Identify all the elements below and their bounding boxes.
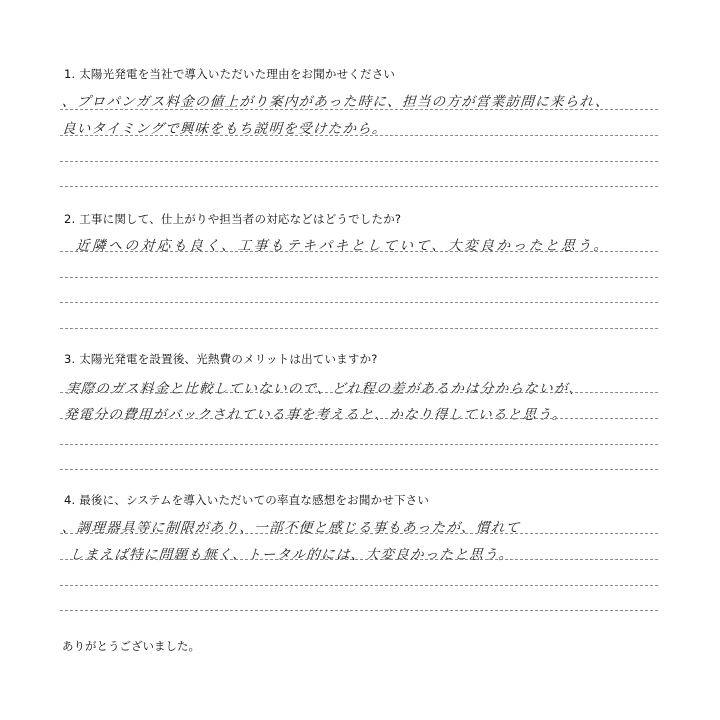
answer-3-line-2: 発電分の費用がバックされている事を考えると、かなり得していると思う。: [63, 407, 568, 423]
answer-line: [60, 559, 658, 560]
answer-line: [60, 392, 658, 393]
answer-1-line-2: 良いタイミングで興味をもち説明を受けたから。: [61, 121, 388, 137]
answer-1-line-1: 、プロパンガス料金の値上がり案内があった時に、担当の方が営業訪問に来られ、: [61, 94, 611, 110]
answer-2-line-1: 近隣への対応も良く、工事もテキパキとしていて、大変良かったと思う。: [75, 238, 611, 254]
answer-line: [60, 109, 658, 110]
closing-message: ありがとうございました。: [62, 639, 200, 653]
answer-line: [60, 444, 658, 445]
answer-4-line-1: 、調理器具等に制限があり、一部不便と感じる事もあったが、慣れて: [61, 520, 521, 536]
answer-line: [60, 135, 658, 136]
answer-line: [60, 418, 658, 419]
answer-line: [60, 186, 658, 187]
answer-line: [60, 610, 658, 611]
answer-4-line-2: しまえば特に問題も無く、トータル的には、大変良かったと思う。: [69, 547, 514, 563]
answer-line: [60, 251, 658, 252]
answer-line: [60, 585, 658, 586]
answer-line: [60, 161, 658, 162]
question-4: 4. 最後に、システムを導入いただいての率直な感想をお聞かせ下さい: [64, 493, 430, 507]
question-2: 2. 工事に関して、仕上がりや担当者の対応などはどうでしたか?: [64, 212, 402, 226]
answer-line: [60, 277, 658, 278]
answer-line: [60, 469, 658, 470]
question-3: 3. 太陽光発電を設置後、光熱費のメリットは出ていますか?: [64, 352, 378, 366]
answer-line: [60, 328, 658, 329]
question-1: 1. 太陽光発電を当社で導入いただいた理由をお聞かせください: [64, 67, 396, 81]
answer-3-line-1: 実際のガス料金と比較していないので、どれ程の差があるかは分からないが、: [65, 381, 584, 397]
answer-line: [60, 302, 658, 303]
answer-line: [60, 533, 658, 534]
